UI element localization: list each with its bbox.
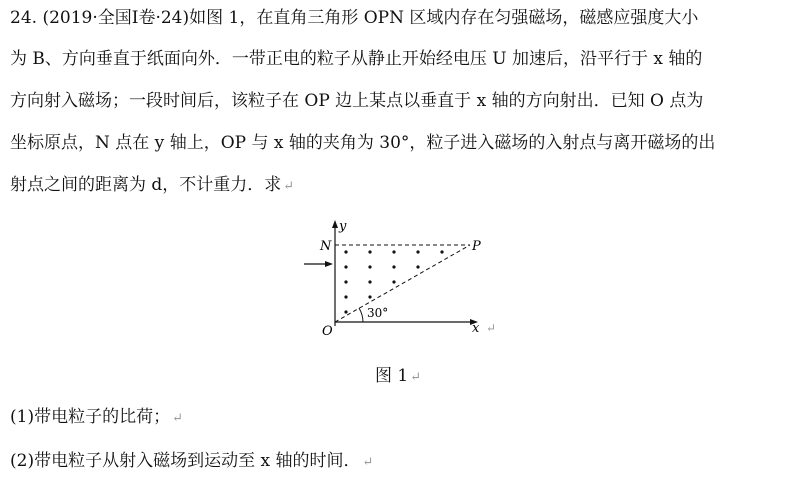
figure-caption [375, 361, 421, 386]
o-label: O [322, 324, 333, 339]
problem-line-3-text: 方向射入磁场；一段时间后，该粒子在 OP 边上某点以垂直于 x 轴的方向射出．已知 O 点为 [10, 91, 704, 111]
question-2-return-mark: ↵ [362, 455, 374, 470]
problem-line-5 [10, 173, 294, 199]
figure-return-mark: ↵ [486, 321, 497, 335]
problem-line-5-text: 射点之间的距离为 d，不计重力．求 [10, 175, 282, 195]
question-2-text: (2)带电粒子从射入磁场到运动至 x 轴的时间． [10, 451, 361, 471]
question-1 [10, 402, 183, 427]
y-axis-arrow [332, 220, 338, 228]
x-label: x [472, 321, 480, 336]
problem-line-1 [10, 6, 698, 30]
return-mark: ↵ [283, 179, 295, 194]
problem-line-1-text: 24. (2019·全国Ⅰ卷·24)如图 1，在直角三角形 OPN 区域内存在匀强磁场，磁感应强度大小 [10, 8, 699, 28]
question-1-text: (1)带电粒子的比荷； [10, 407, 171, 427]
magnetic-field-figure [300, 214, 510, 344]
n-label: N [320, 239, 332, 254]
problem-line-2-text: 为 B、方向垂直于纸面向外．一带正电的粒子从静止开始经电压 U 加速后，沿平行于 x 轴的 [10, 49, 703, 69]
caption-return-mark: ↵ [410, 370, 422, 385]
figure-caption-text: 图 1 [375, 366, 409, 386]
field-dots [344, 250, 443, 313]
angle-label: 30° [367, 306, 389, 320]
problem-line-2 [10, 47, 702, 71]
problem-line-4 [10, 131, 715, 155]
op-edge [335, 245, 470, 322]
angle-arc [359, 308, 363, 322]
p-label: P [472, 239, 481, 254]
question-2 [10, 446, 373, 471]
problem-line-4-text: 坐标原点，N 点在 y 轴上，OP 与 x 轴的夹角为 30°，粒子进入磁场的入射点与离开磁场的出 [10, 133, 716, 153]
question-1-return-mark: ↵ [172, 411, 183, 426]
particle-arrow-head [325, 261, 333, 267]
problem-line-3 [10, 89, 703, 113]
y-label: y [339, 219, 347, 234]
